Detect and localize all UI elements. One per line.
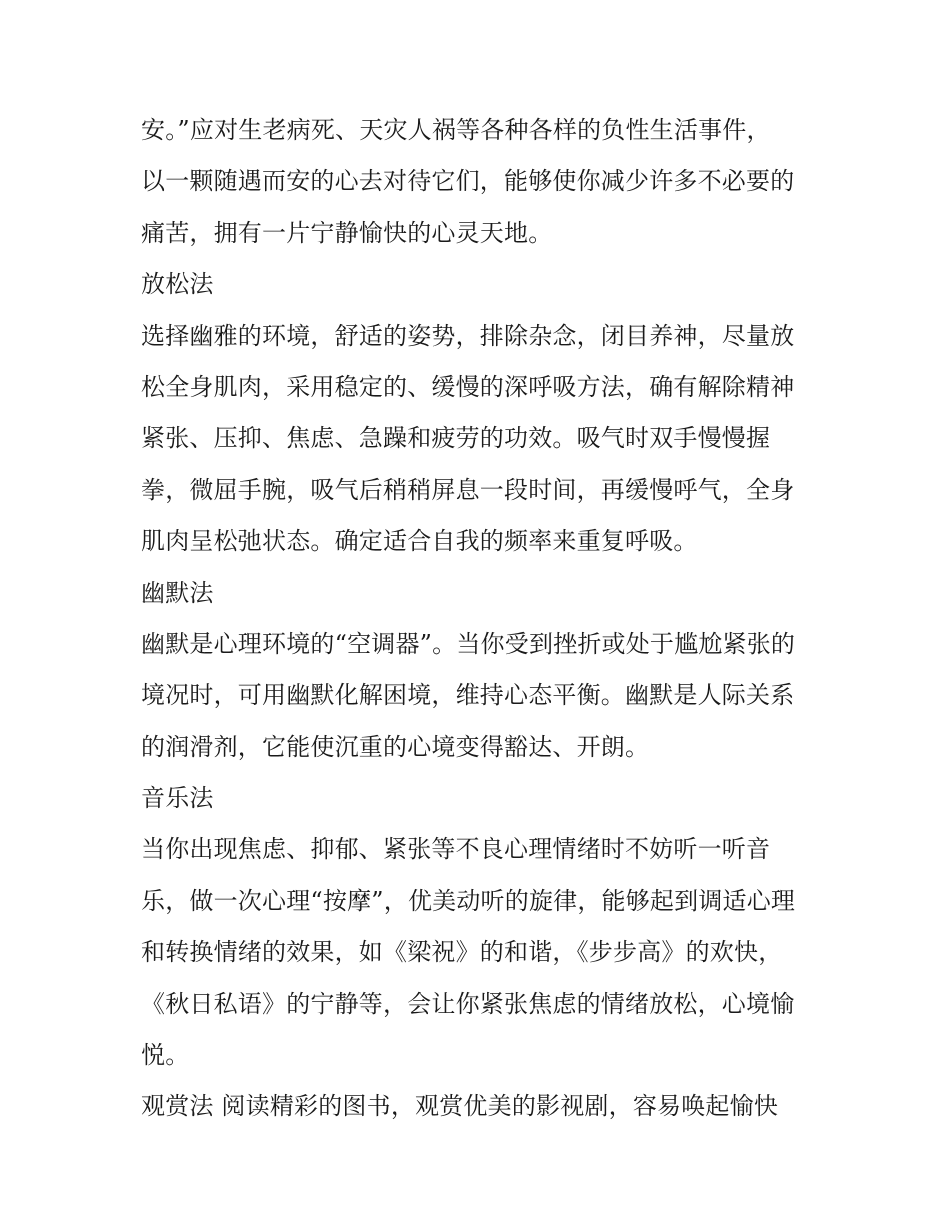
text-line: 选择幽雅的环境，舒适的姿势，排除杂念，闭目养神，尽量放 [141, 321, 795, 350]
text-line: 当你出现焦虑、抑郁、紧张等不良心理情绪时不妨听一听音 [141, 835, 771, 864]
section-heading: 幽默法 [141, 578, 214, 607]
text-line: 痛苦，拥有一片宁静愉快的心灵天地。 [141, 218, 553, 247]
text-line: 《秋日私语》的宁静等，会让你紧张焦虑的情绪放松，心境愉 [141, 989, 795, 1018]
text-line: 悦。 [141, 1041, 190, 1070]
section-heading: 音乐法 [141, 784, 214, 813]
text-line: 的润滑剂，它能使沉重的心境变得豁达、开朗。 [141, 732, 650, 761]
text-line: 和转换情绪的效果，如《梁祝》的和谐，《步步高》的欢快， [141, 938, 783, 967]
text-line: 拳，微屈手腕，吸气后稍稍屏息一段时间，再缓慢呼气，全身 [141, 475, 795, 504]
text-line: 肌肉呈松弛状态。确定适合自我的频率来重复呼吸。 [141, 527, 698, 556]
text-line: 紧张、压抑、焦虑、急躁和疲劳的功效。吸气时双手慢慢握 [141, 424, 771, 453]
text-line: 安。”应对生老病死、天灾人祸等各种各样的负性生活事件， [141, 116, 771, 144]
text-line: 松全身肌肉，采用稳定的、缓慢的深呼吸方法，确有解除精神 [141, 372, 795, 401]
text-line: 观赏法 阅读精彩的图书，观赏优美的影视剧，容易唤起愉快 [141, 1092, 779, 1121]
text-line: 境况时，可用幽默化解困境，维持心态平衡。幽默是人际关系 [141, 681, 795, 710]
text-line: 乐，做一次心理“按摩”，优美动听的旋律，能够起到调适心理 [141, 886, 796, 915]
text-line: 幽默是心理环境的“空调器”。当你受到挫折或处于尴尬紧张的 [141, 629, 796, 658]
text-line: 以一颗随遇而安的心去对待它们，能够使你减少许多不必要的 [141, 167, 795, 196]
section-heading: 放松法 [141, 270, 214, 299]
document-page [141, 105, 821, 1133]
